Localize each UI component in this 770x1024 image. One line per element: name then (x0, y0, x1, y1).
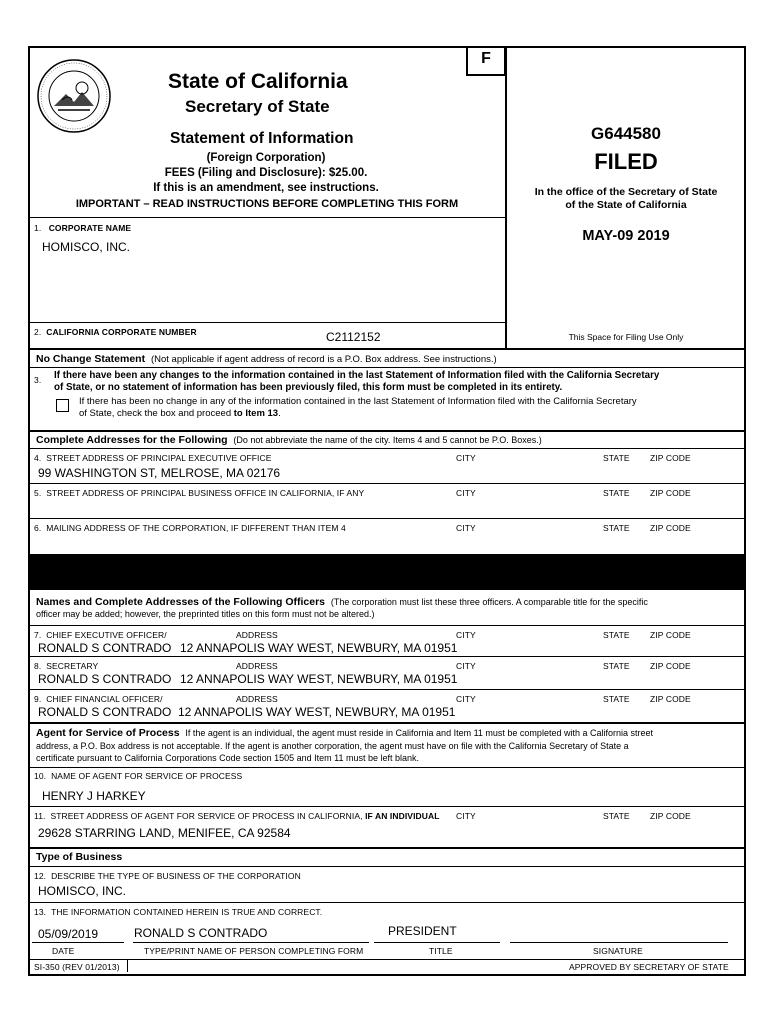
divider (28, 689, 746, 690)
date-label: DATE (52, 946, 75, 956)
name-label: TYPE/PRINT NAME OF PERSON COMPLETING FORM (144, 946, 364, 956)
item10-label: 10. NAME OF AGENT FOR SERVICE OF PROCESS (34, 771, 243, 781)
page-subtitle: Secretary of State (185, 97, 330, 116)
divider (28, 767, 746, 768)
amendment-line: If this is an amendment, see instructions. (153, 182, 379, 194)
form-letter-box (466, 46, 506, 76)
form-letter: F (481, 50, 491, 67)
form-id: SI-350 (REV 01/2013) (34, 962, 120, 972)
state-label: STATE (603, 453, 630, 463)
agent-name-value[interactable]: HENRY J HARKEY (42, 789, 146, 803)
no-change-line1: If there have been any changes to the information contained in the last Statement of Information filed with the California Secretary (54, 370, 660, 381)
item12-label: 12. DESCRIBE THE TYPE OF BUSINESS OF THE CORPORATION (34, 871, 301, 881)
principal-office-value[interactable]: 99 WASHINGTON ST, MELROSE, MA 02176 (38, 466, 281, 480)
corporate-name-value[interactable]: HOMISCO, INC. (42, 240, 131, 254)
ceo-address-value[interactable]: 12 ANNAPOLIS WAY WEST, NEWBURY, MA 01951 (180, 641, 458, 655)
city-label: CITY (456, 811, 476, 821)
filing-space-note: This Space for Filing Use Only (568, 332, 684, 342)
redaction-bar (28, 554, 746, 590)
secretary-address-value[interactable]: 12 ANNAPOLIS WAY WEST, NEWBURY, MA 01951 (180, 672, 458, 686)
signature-field[interactable] (510, 920, 728, 940)
zip-label: ZIP CODE (650, 661, 691, 671)
divider (28, 866, 746, 867)
name-line (133, 942, 369, 943)
addresses-heading: Complete Addresses for the Following (Do not abbreviate the name of the city. Items 4 and 5 cannot be P.O. Boxes.) (36, 434, 542, 446)
divider (28, 847, 746, 849)
cert-name-value[interactable]: RONALD S CONTRADO (134, 926, 268, 940)
zip-label: ZIP CODE (650, 630, 691, 640)
agent-heading: Agent for Service of Process If the agent is an individual, the agent must reside in California and Item 11 must be completed with a California street (36, 727, 653, 739)
no-change-line4: of State, check the box and proceed to Item 13. (79, 408, 281, 419)
filing-office-line1: In the office of the Secretary of State (534, 186, 718, 198)
agent-address-value[interactable]: 29628 STARRING LAND, MENIFEE, CA 92584 (38, 826, 291, 840)
address-label: ADDRESS (236, 661, 278, 671)
title-line (374, 942, 500, 943)
cfo-name-value[interactable]: RONALD S CONTRADO (38, 705, 172, 719)
divider (28, 367, 746, 368)
divider (28, 430, 746, 432)
item11-label: 11. STREET ADDRESS OF AGENT FOR SERVICE OF PROCESS IN CALIFORNIA, IF AN INDIVIDUAL (34, 811, 440, 821)
no-change-checkbox[interactable] (56, 399, 69, 412)
agent-note2: address, a P.O. Box address is not acceptable. If the agent is another corporation, the agent must have on file with the California Secretary of State a (36, 741, 629, 751)
filing-number: G644580 (591, 124, 661, 143)
state-label: STATE (603, 630, 630, 640)
zip-label: ZIP CODE (650, 488, 691, 498)
city-label: CITY (456, 453, 476, 463)
city-label: CITY (456, 661, 476, 671)
corp-type: (Foreign Corporation) (206, 152, 326, 164)
corporate-number-value[interactable]: C2112152 (326, 330, 381, 344)
item4-label: 4. STREET ADDRESS OF PRINCIPAL EXECUTIVE OFFICE (34, 453, 272, 463)
divider (28, 722, 746, 724)
filing-office-line2: of the State of California (565, 199, 687, 211)
state-label: STATE (603, 661, 630, 671)
no-change-line3: If there has been no change in any of the information contained in the last Statement of Information filed with the California Secretary (79, 396, 637, 407)
city-label: CITY (456, 488, 476, 498)
divider (28, 483, 746, 484)
approved-note: APPROVED BY SECRETARY OF STATE (569, 962, 729, 972)
divider (28, 348, 746, 350)
no-change-heading: No Change Statement (Not applicable if agent address of record is a P.O. Box address. See instructions.) (36, 353, 497, 365)
divider (28, 902, 746, 903)
item1-label: 1. CORPORATE NAME (34, 223, 132, 233)
item3-num: 3. (34, 375, 42, 385)
divider (28, 656, 746, 657)
agent-note3: certificate pursuant to California Corporations Code section 1505 and Item 11 must be left blank. (36, 753, 420, 763)
city-label: CITY (456, 523, 476, 533)
cert-date-value[interactable]: 05/09/2019 (38, 927, 99, 941)
important-line: IMPORTANT – READ INSTRUCTIONS BEFORE COMPLETING THIS FORM (75, 198, 459, 210)
title-label: TITLE (429, 946, 453, 956)
signature-line (510, 942, 728, 943)
state-label: STATE (603, 694, 630, 704)
divider (28, 322, 505, 323)
divider (28, 625, 746, 626)
item13-label: 13. THE INFORMATION CONTAINED HEREIN IS TRUE AND CORRECT. (34, 907, 323, 917)
item2-label: 2. CALIFORNIA CORPORATE NUMBER (34, 327, 197, 337)
zip-label: ZIP CODE (650, 523, 691, 533)
item8-label: 8. SECRETARY (34, 661, 99, 671)
page-title: State of California (168, 70, 348, 93)
city-label: CITY (456, 694, 476, 704)
item7-label: 7. CHIEF EXECUTIVE OFFICER/ (34, 630, 167, 640)
state-label: STATE (603, 488, 630, 498)
state-label: STATE (603, 811, 630, 821)
no-change-line2: of State, or no statement of information has been previously filed, this form must be completed in its entirety. (54, 382, 563, 393)
zip-label: ZIP CODE (650, 453, 691, 463)
statement-title: Statement of Information (170, 130, 354, 147)
fees-line: FEES (Filing and Disclosure): $25.00. (164, 167, 368, 179)
state-label: STATE (603, 523, 630, 533)
divider (28, 959, 746, 960)
item5-label: 5. STREET ADDRESS OF PRINCIPAL BUSINESS OFFICE IN CALIFORNIA, IF ANY (34, 488, 365, 498)
divider (28, 518, 746, 519)
item9-label: 9. CHIEF FINANCIAL OFFICER/ (34, 694, 163, 704)
filing-status: FILED (594, 149, 658, 174)
divider (28, 217, 505, 218)
officers-heading: Names and Complete Addresses of the Following Officers (The corporation must list these three officers. A comparable title for the specific (36, 596, 648, 608)
business-heading: Type of Business (36, 851, 123, 863)
officers-note: officer may be added; however, the preprinted titles on this form must not be altered.) (36, 609, 375, 619)
secretary-name-value[interactable]: RONALD S CONTRADO (38, 672, 172, 686)
filing-date: MAY-09 2019 (582, 228, 670, 244)
item6-label: 6. MAILING ADDRESS OF THE CORPORATION, IF DIFFERENT THAN ITEM 4 (34, 523, 346, 533)
signature-label: SIGNATURE (593, 946, 643, 956)
address-label: ADDRESS (236, 630, 278, 640)
divider (28, 806, 746, 807)
date-line (32, 942, 124, 943)
zip-label: ZIP CODE (650, 811, 691, 821)
cfo-address-value[interactable]: 12 ANNAPOLIS WAY WEST, NEWBURY, MA 01951 (178, 705, 456, 719)
cert-title-value[interactable]: PRESIDENT (388, 924, 457, 938)
business-type-value[interactable]: HOMISCO, INC. (38, 884, 127, 898)
address-label: ADDRESS (236, 694, 278, 704)
divider (28, 448, 746, 449)
city-label: CITY (456, 630, 476, 640)
zip-label: ZIP CODE (650, 694, 691, 704)
state-seal (36, 58, 112, 134)
ceo-name-value[interactable]: RONALD S CONTRADO (38, 641, 172, 655)
